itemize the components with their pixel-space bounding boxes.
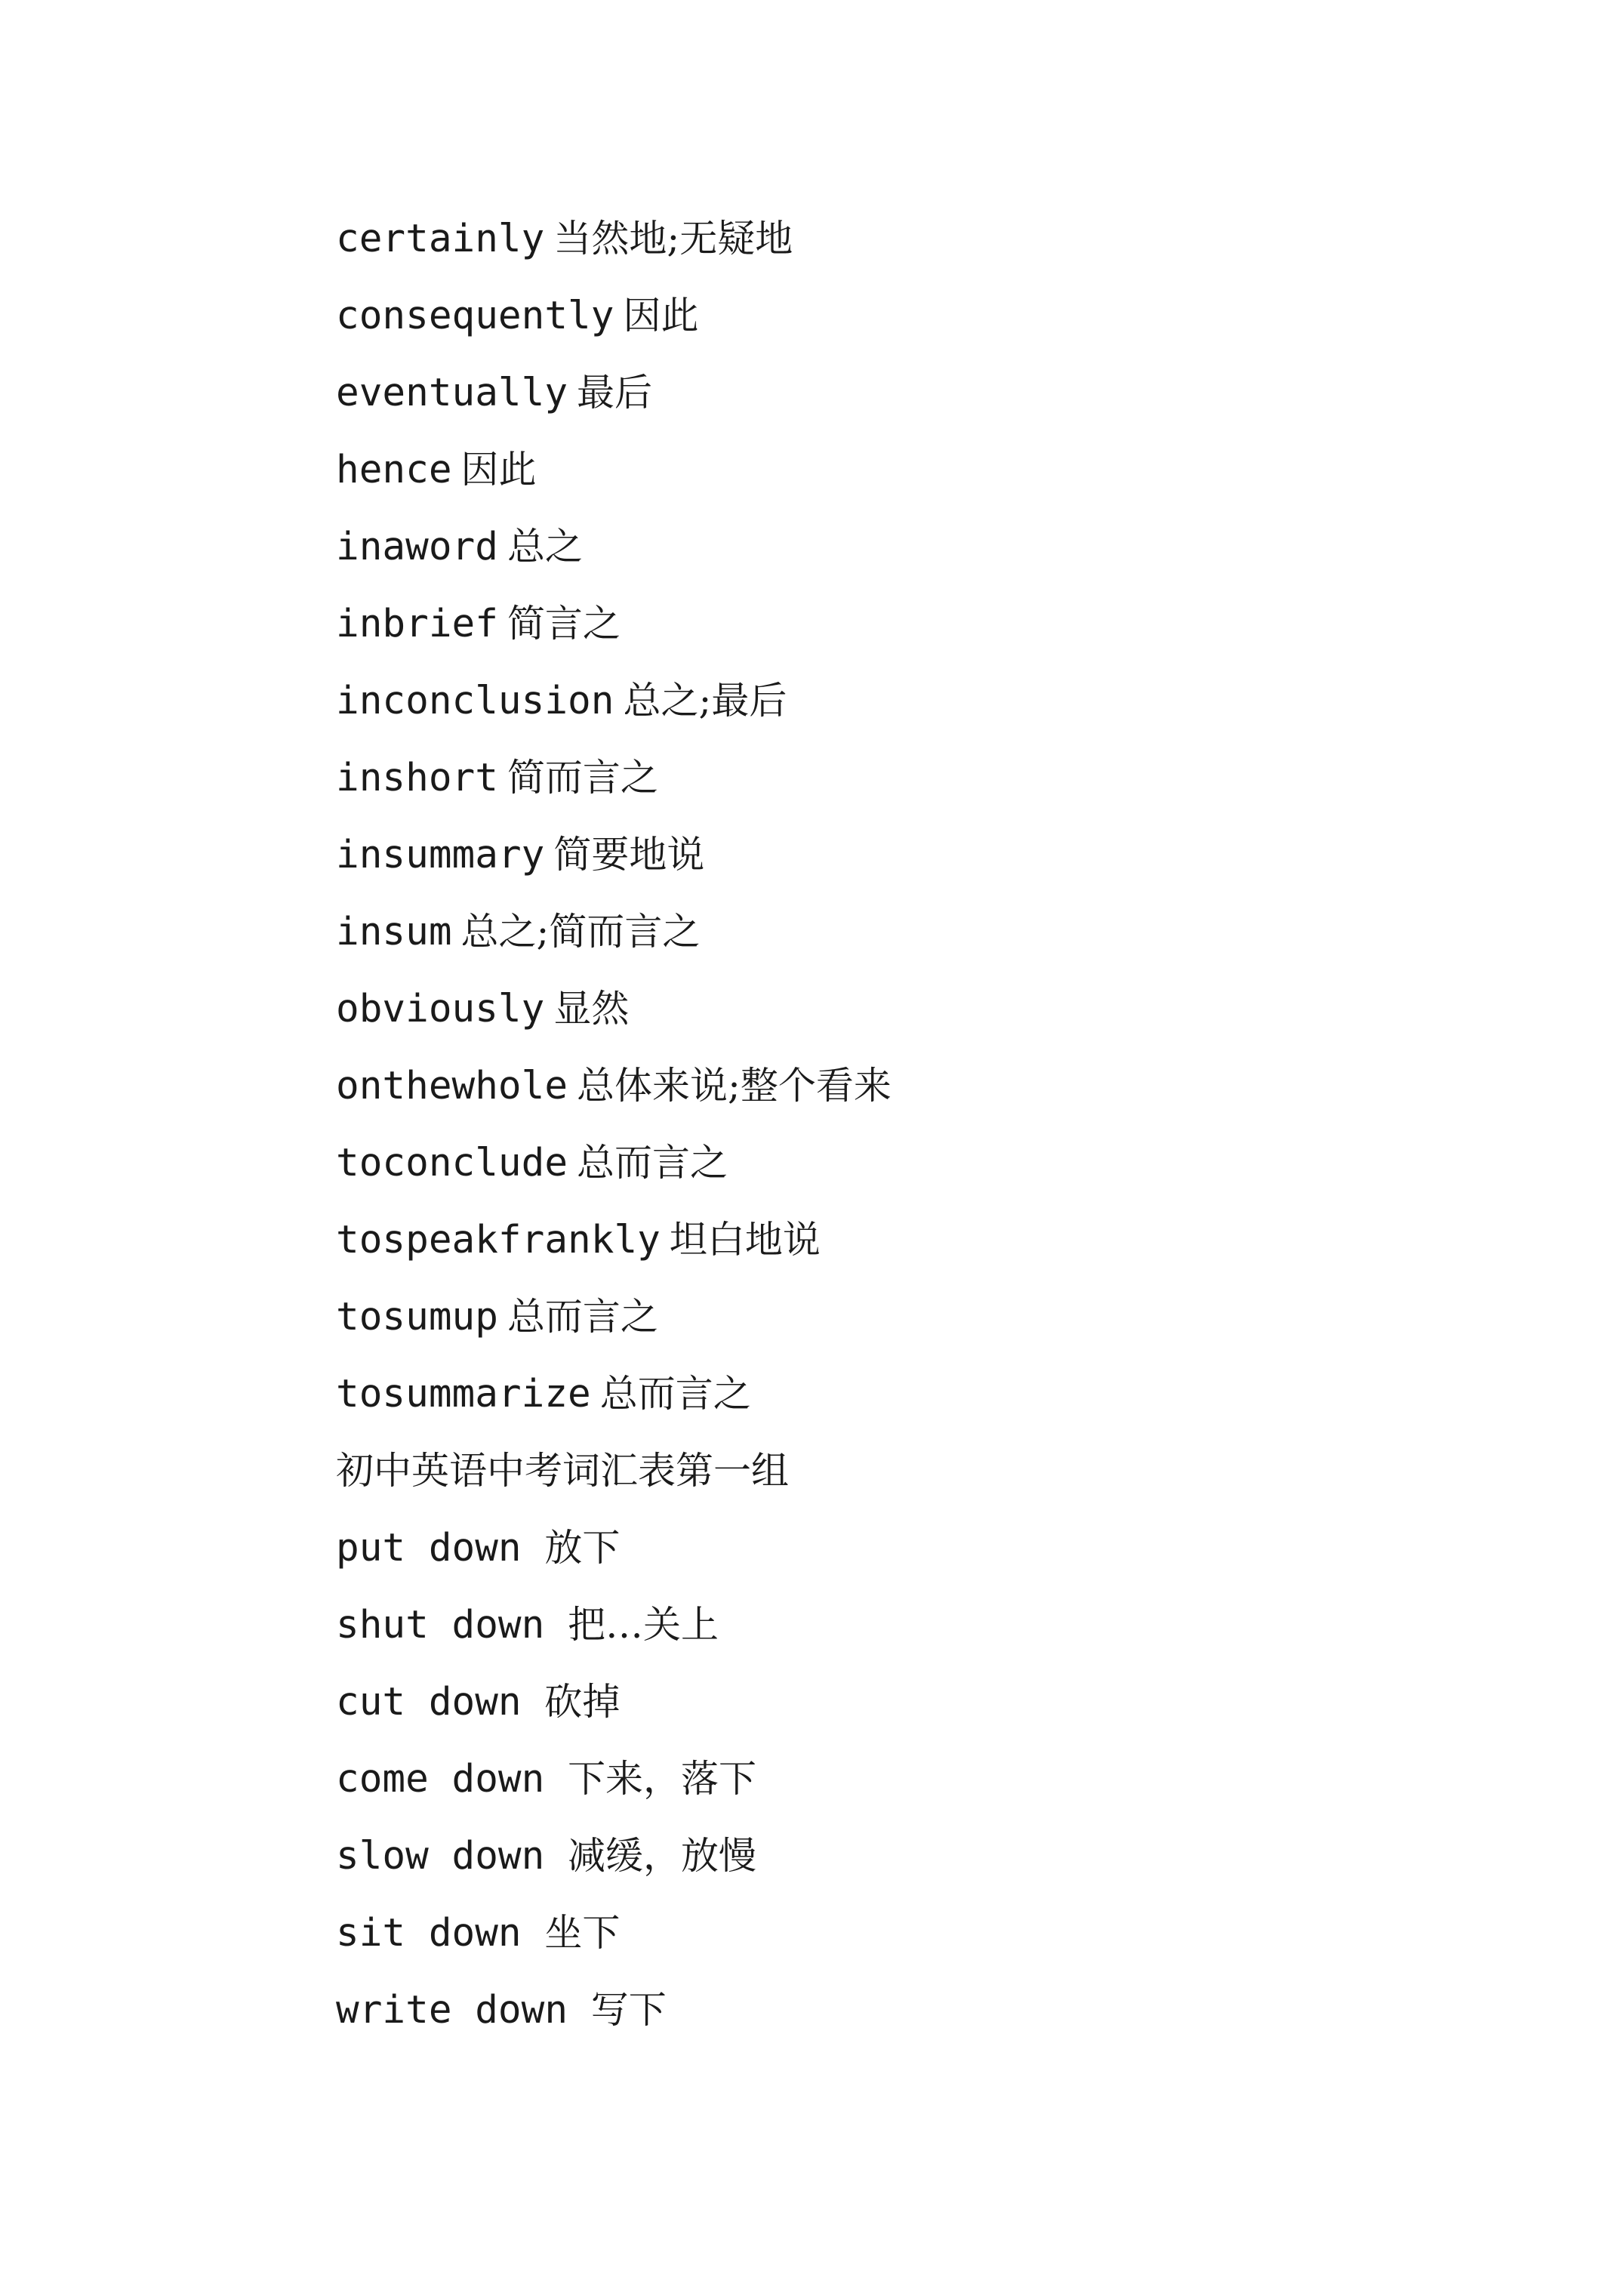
phrase-entry <box>336 1678 892 1755</box>
entry-term: inshort <box>336 756 498 800</box>
phrase-term: come down <box>336 1757 545 1801</box>
phrase-gloss: 写下 <box>590 1988 667 2032</box>
vocab-entry <box>336 1216 892 1293</box>
vocab-entry <box>336 214 892 291</box>
phrase-entry <box>336 1909 892 1986</box>
entry-term: tosumup <box>336 1295 498 1339</box>
entry-term: certainly <box>336 217 545 261</box>
phrase-entry <box>336 1755 892 1832</box>
entry-gloss: 总而言之 <box>599 1372 751 1416</box>
entry-gloss: 因此 <box>460 448 537 492</box>
entry-term: eventually <box>336 371 568 415</box>
phrase-term: slow down <box>336 1834 545 1878</box>
entry-gloss: 显然 <box>553 987 630 1031</box>
entry-gloss: 总之 <box>507 525 583 569</box>
entry-term: inconclusion <box>336 679 614 723</box>
phrase-term: sit down <box>336 1911 522 1955</box>
vocab-entry <box>336 1139 892 1216</box>
vocab-entry <box>336 831 892 908</box>
vocab-entry <box>336 908 892 985</box>
phrase-gloss: 下来，落下 <box>568 1757 757 1801</box>
entry-gloss: 总而言之 <box>577 1141 728 1185</box>
phrase-gloss: 把…关上 <box>568 1603 719 1647</box>
entry-gloss: 总体来说;整个看来 <box>577 1064 892 1108</box>
vocab-entry <box>336 599 892 676</box>
entry-term: onthewhole <box>336 1064 568 1108</box>
entry-term: obviously <box>336 987 545 1031</box>
phrase-term: cut down <box>336 1680 522 1724</box>
vocabulary-list <box>336 214 892 2063</box>
entry-term: tosummarize <box>336 1372 591 1416</box>
phrase-entry <box>336 1832 892 1909</box>
entry-term: tospeakfrankly <box>336 1218 661 1262</box>
phrase-term: put down <box>336 1526 522 1570</box>
phrase-entry <box>336 1524 892 1601</box>
entry-term: hence <box>336 448 452 492</box>
entry-gloss: 简而言之 <box>507 756 658 800</box>
entry-term: insum <box>336 910 452 954</box>
phrase-gloss: 放下 <box>544 1526 621 1570</box>
entry-gloss: 坦白地说 <box>669 1218 821 1262</box>
entry-term: inbrief <box>336 602 498 646</box>
vocab-entry <box>336 368 892 445</box>
entry-term: consequently <box>336 294 614 338</box>
vocab-entry <box>336 445 892 522</box>
entry-gloss: 总之;简而言之 <box>460 910 701 954</box>
entry-gloss: 最后 <box>577 371 653 415</box>
phrase-term: write down <box>336 1988 568 2032</box>
entry-gloss: 总而言之 <box>507 1295 658 1339</box>
entry-gloss: 因此 <box>623 294 699 337</box>
phrase-entry <box>336 1986 892 2063</box>
vocab-entry <box>336 291 892 368</box>
entry-gloss: 简言之 <box>507 602 621 646</box>
vocab-entry <box>336 754 892 831</box>
vocab-entry <box>336 1293 892 1370</box>
entry-term: toconclude <box>336 1141 568 1185</box>
phrase-gloss: 坐下 <box>544 1911 621 1955</box>
phrase-gloss: 砍掉 <box>544 1680 621 1724</box>
phrase-gloss: 减缓，放慢 <box>568 1834 757 1878</box>
entry-term: inaword <box>336 525 498 569</box>
vocab-entry <box>336 522 892 599</box>
section-heading: 初中英语中考词汇表第一组 <box>336 1449 789 1493</box>
entry-gloss: 当然地;无疑地 <box>553 217 793 260</box>
vocab-entry <box>336 1062 892 1139</box>
vocab-entry <box>336 985 892 1062</box>
entry-gloss: 简要地说 <box>553 833 705 877</box>
entry-term: insummary <box>336 833 545 877</box>
phrase-term: shut down <box>336 1603 545 1647</box>
entry-gloss: 总之;最后 <box>623 679 787 723</box>
phrase-entry <box>336 1601 892 1678</box>
vocab-entry <box>336 1370 892 1447</box>
vocab-entry <box>336 676 892 754</box>
